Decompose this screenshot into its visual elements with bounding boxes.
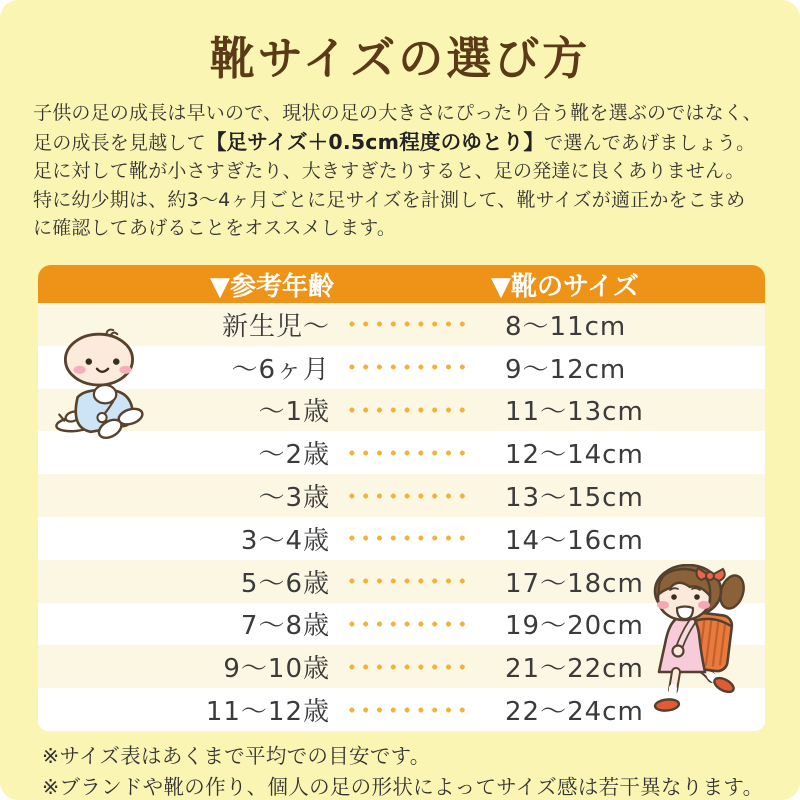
dotted-leader [345,321,469,327]
dotted-leader [345,664,469,670]
intro-line: 足に対して靴が小さすぎたり、大きすぎたりすると、足の発達に良くありません。 [33,160,745,183]
dotted-leader [345,535,469,541]
hair-bow-icon [697,568,725,581]
dotted-leader [345,450,469,456]
note-line: ※ブランドや靴の作り、個人の足の形状によってサイズ感は若干異なります。 [42,775,764,799]
baby-illustration [52,326,149,440]
age-cell: 〜3歳 [258,483,330,514]
age-cell: 新生児〜 [221,311,330,342]
size-cell: 19〜20cm [505,611,644,642]
footnotes [42,741,763,800]
age-cell: 11〜12歳 [205,697,330,728]
header-age-label: ▼参考年齢 [210,271,334,302]
intro-line: 子供の足の成長は早いので、現状の足の大きさにぴったり合う靴を選ぶのではなく、 [33,102,762,124]
dotted-leader [345,707,469,713]
schoolgirl-illustration [648,564,750,714]
age-cell: 〜1歳 [258,397,330,428]
size-cell: 8〜11cm [505,311,627,342]
dotted-leader [345,364,469,370]
size-cell: 9〜12cm [505,354,627,385]
intro-line [33,128,769,158]
table-row [38,474,765,517]
size-cell: 21〜22cm [505,654,644,685]
age-cell: 5〜6歳 [240,568,330,599]
age-cell: 〜2歳 [258,440,330,471]
size-cell: 13〜15cm [505,483,644,514]
size-cell: 11〜13cm [505,397,644,428]
size-cell: 17〜18cm [505,568,644,599]
intro-line2-pre: 足の成長を見越して [33,131,206,154]
intro-paragraph [33,99,769,243]
intro-line: 特に幼少期は、約3〜4ヶ月ごとに足サイズを計測して、靴サイズが適正かをこまめ [33,188,746,211]
intro-line2-post: で選んであげましょう。 [544,131,756,154]
note-line: ※サイズ表はあくまで平均での目安です。 [42,744,431,768]
age-cell: 〜6ヶ月 [231,354,330,385]
header-size-label: ▼靴のサイズ [491,271,639,302]
table-header [38,265,765,303]
dotted-leader [345,621,469,627]
size-cell: 22〜24cm [505,697,644,728]
dotted-leader [345,493,469,499]
size-cell: 14〜16cm [505,525,644,556]
intro-line: に確認してあげることをオススメします。 [33,217,397,240]
intro-line2-bold: 【足サイズ＋0.5cm程度のゆとり】 [205,129,545,154]
dotted-leader [345,578,469,584]
table-row [38,517,765,560]
age-cell: 7〜8歳 [240,611,330,642]
size-cell: 12〜14cm [505,440,644,471]
page-title: 靴サイズの選び方 [209,32,591,85]
dotted-leader [345,407,469,413]
age-cell: 9〜10歳 [223,654,330,685]
age-cell: 3〜4歳 [240,525,330,556]
